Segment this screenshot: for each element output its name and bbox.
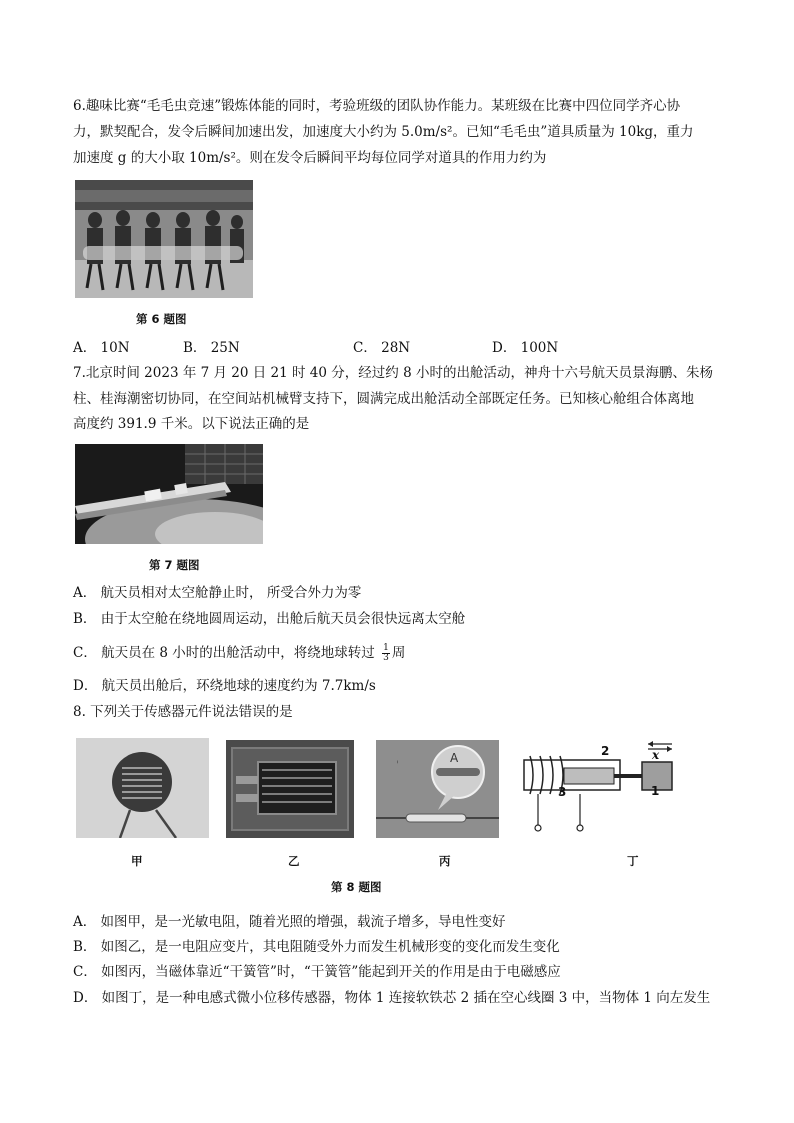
q6-option-d: D． 100N (492, 340, 559, 356)
q6-option-b: B． 25N (183, 340, 240, 356)
q6-option-c: C． 28N (353, 340, 411, 356)
q8-fig-d-label-coil: 3 (558, 785, 567, 799)
q7-option-c (73, 643, 405, 663)
q8-fig-d-label-object: 1 (651, 784, 660, 798)
q6-photo-caterpillar-race (75, 180, 253, 298)
q6-stem-line-2: 力，默契配合，发令后瞬间加速出发，加速度大小约为 5.0m/s²。已知“毛毛虫”道具质量为 10kg，重力 (73, 124, 694, 140)
q8-fig-d-label-core: 2 (601, 744, 610, 758)
q8-option-d: D． 如图丁，是一种电感式微小位移传感器，物体 1 连接软铁芯 2 插在空心线圈 3 中，当物体 1 向左发生 (73, 990, 711, 1006)
q7-stem-line-2: 柱、桂海潮密切协同，在空间站机械臂支持下，圆满完成出舱活动全部既定任务。已知核心舱组合体离地 (73, 391, 694, 407)
q8-label-jia: 甲 (131, 854, 143, 868)
q8-figure-inductive-sensor (516, 738, 716, 838)
q8-label-yi: 乙 (288, 854, 300, 868)
q7-figure-caption: 第 7 题图 (149, 558, 200, 572)
q8-figure-photoresistor (76, 738, 209, 838)
q8-figure-strain-gauge (226, 740, 354, 838)
q7-option-c-fraction: $\frac{1}{3}$ (383, 643, 389, 663)
q6-option-a: A． 10N (73, 340, 130, 356)
q8-figure-reed-switch (376, 740, 499, 838)
q7-stem-line-3: 高度约 391.9 千米。以下说法正确的是 (73, 416, 310, 432)
q7-option-c-text: C． 航天员在 8 小时的出舱活动中，将绕地球转过 (73, 645, 380, 661)
q8-option-a: A． 如图甲，是一光敏电阻，随着光照的增强，载流子增多，导电性变好 (73, 914, 506, 930)
svg-text:A: A (450, 751, 459, 765)
q8-label-ding: 丁 (627, 854, 639, 868)
q6-stem-line-1: 6.趣味比赛“毛毛虫竞速”锻炼体能的同时，考验班级的团队协作能力。某班级在比赛中四位同学齐心协 (73, 98, 681, 114)
q7-option-c-unit: 周 (391, 645, 406, 661)
q8-label-bing: 丙 (439, 854, 451, 868)
q7-photo-space-station (75, 444, 263, 544)
q8-stem: 8. 下列关于传感器元件说法错误的是 (73, 704, 293, 720)
q7-option-d: D． 航天员出舱后，环绕地球的速度约为 7.7km/s (73, 678, 376, 694)
q8-figure-caption: 第 8 题图 (331, 880, 382, 894)
q7-option-a: A． 航天员相对太空舱静止时， 所受合外力为零 (73, 585, 362, 601)
q6-stem-line-3: 加速度 g 的大小取 10m/s²。则在发令后瞬间平均每位同学对道具的作用力约为 (73, 150, 547, 166)
q7-option-b: B． 由于太空舱在绕地圆周运动，出舱后航天员会很快远离太空舱 (73, 611, 466, 627)
q8-option-b: B． 如图乙，是一电阻应变片，其电阻随受外力而发生机械形变的变化而发生变化 (73, 939, 560, 955)
q7-stem-line-1: 7.北京时间 2023 年 7 月 20 日 21 时 40 分，经过约 8 小时的出舱活动，神舟十六号航天员景海鹏、朱杨 (73, 365, 713, 381)
q8-option-c: C． 如图丙，当磁体靠近“干簧管”时，“干簧管”能起到开关的作用是由于电磁感应 (73, 964, 561, 980)
svg-text:': ' (396, 760, 399, 771)
q8-fig-d-axis-label: x (652, 748, 660, 762)
q6-figure-caption: 第 6 题图 (136, 312, 187, 326)
